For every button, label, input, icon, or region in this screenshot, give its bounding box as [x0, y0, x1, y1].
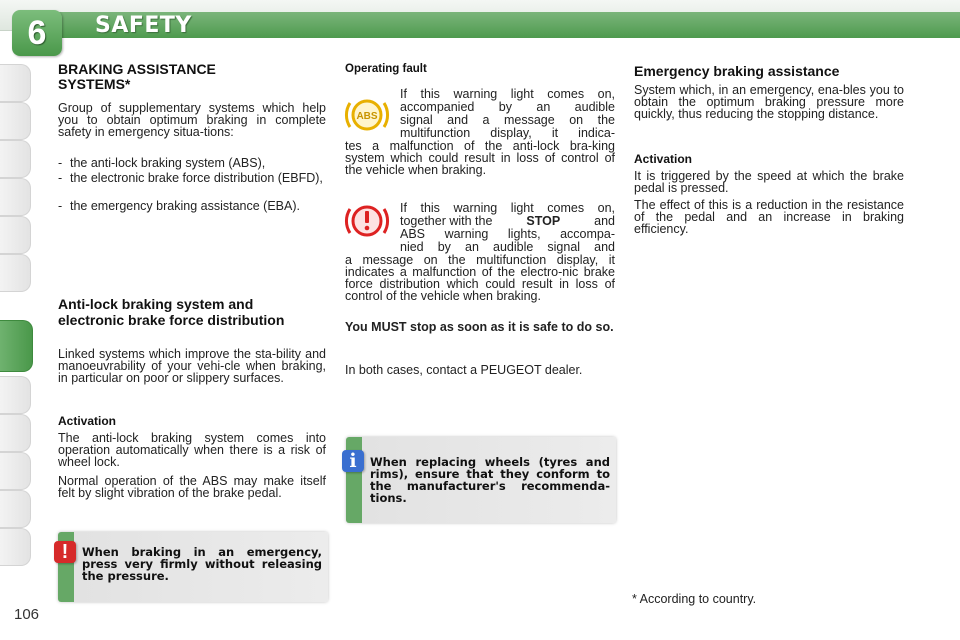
side-tab-11[interactable] — [0, 490, 31, 528]
section-title-abs: Anti-lock braking system and electronic brake force distribution — [58, 296, 285, 328]
fault1-line: signal and a message on the — [400, 113, 615, 127]
abs-activation-text: The anti-lock braking system comes into operation automatically when there is a risk of wheel lock. — [58, 431, 326, 469]
fault2-text-part: together with the — [400, 214, 493, 228]
side-tab-5[interactable] — [0, 216, 31, 254]
fault1-line: accompanied by an audible — [400, 100, 615, 114]
side-tab-active[interactable] — [0, 320, 33, 372]
section-title-braking-assistance: BRAKING ASSISTANCE SYSTEMS* — [58, 61, 216, 92]
footnote: * According to country. — [632, 592, 757, 606]
fault1-line: If this warning light comes on, — [400, 87, 615, 101]
side-tab-10[interactable] — [0, 452, 31, 490]
stop-label: STOP — [526, 214, 561, 228]
warning-icon: ! — [54, 541, 76, 563]
chapter-number: 6 — [27, 14, 47, 52]
warning-note-text: When braking in an emergency, press very firmly without releasing the pressure. — [82, 545, 322, 583]
side-tab-1[interactable] — [0, 64, 31, 102]
list-item — [58, 200, 326, 228]
eba-intro: System which, in an emergency, ena-bles you to obtain the optimum braking pressure more quickly, thus reducing the stopping distance. — [634, 83, 904, 121]
fault2-line: nied by an audible signal and — [400, 240, 615, 254]
side-tab-6[interactable] — [0, 254, 31, 292]
fault2-line-stop — [400, 215, 615, 227]
warning-note-box — [58, 532, 328, 602]
eba-effect-text: The effect of this is a reduction in the resistance of the pedal and an increase in braking efficiency. — [634, 198, 904, 236]
eba-activation-text: It is triggered by the speed at which the brake pedal is pressed. — [634, 169, 904, 195]
side-tab-3[interactable] — [0, 140, 31, 178]
info-note-box — [346, 437, 616, 523]
info-icon: i — [342, 450, 364, 472]
brake-warning-light-icon — [344, 198, 390, 244]
eba-activation-heading: Activation — [634, 152, 693, 166]
fault2-line: If this warning light comes on, — [400, 201, 615, 215]
abs-vibration-text: Normal operation of the ABS may make itself felt by slight vibration of the brake pedal. — [58, 474, 326, 500]
must-stop-text: You MUST stop as soon as it is safe to do so. — [345, 320, 614, 334]
fault2-text: a message on the multifunction display, it indicates a malfunction of the electro-nic brake force distribution which could result in loss of control of the vehicle when braking. — [345, 253, 615, 303]
abs-warning-light-icon — [344, 92, 390, 138]
side-tab-12[interactable] — [0, 528, 31, 566]
abs-icon-label: ABS — [356, 111, 378, 122]
operating-fault-heading: Operating fault — [345, 63, 427, 75]
side-tab-9[interactable] — [0, 414, 31, 452]
fault2-text-part: and — [594, 214, 615, 228]
fault1-text: tes a malfunction of the anti-lock bra-king system which could result in loss of control of the vehicle when braking. — [345, 139, 615, 177]
abs-description: Linked systems which improve the sta-bility and manoeuvrability of your vehi-cle when braking, in particular on poor or slippery surfaces. — [58, 347, 326, 385]
list-dash: - — [58, 156, 63, 170]
info-note-text: When replacing wheels (tyres and rims), ensure that they conform to the manufacturer's recommenda-tions. — [370, 455, 610, 505]
list-item-text: the anti-lock braking system (ABS), — [70, 156, 266, 170]
list-item-text: the electronic brake force distribution (EBFD), — [70, 171, 323, 185]
page-title: SAFETY — [95, 13, 192, 38]
page-number: 106 — [14, 606, 40, 623]
activation-heading: Activation — [58, 414, 117, 428]
list-dash: - — [58, 199, 63, 213]
list-item-text: the emergency braking assistance (EBA). — [70, 199, 300, 213]
list-dash: - — [58, 171, 63, 185]
contact-dealer-text: In both cases, contact a PEUGEOT dealer. — [345, 363, 583, 377]
list-item — [58, 172, 326, 200]
side-tab-2[interactable] — [0, 102, 31, 140]
fault1-line: multifunction display, it indica- — [400, 126, 615, 140]
side-tab-8[interactable] — [0, 376, 31, 414]
side-tab-4[interactable] — [0, 178, 31, 216]
braking-intro: Group of supplementary systems which help you to obtain optimum braking in complete safety in emergency situa-tions: — [58, 101, 326, 139]
fault2-line: ABS warning lights, accompa- — [400, 227, 615, 241]
section-title-emergency-braking: Emergency braking assistance — [634, 63, 840, 79]
list-item — [58, 157, 326, 171]
